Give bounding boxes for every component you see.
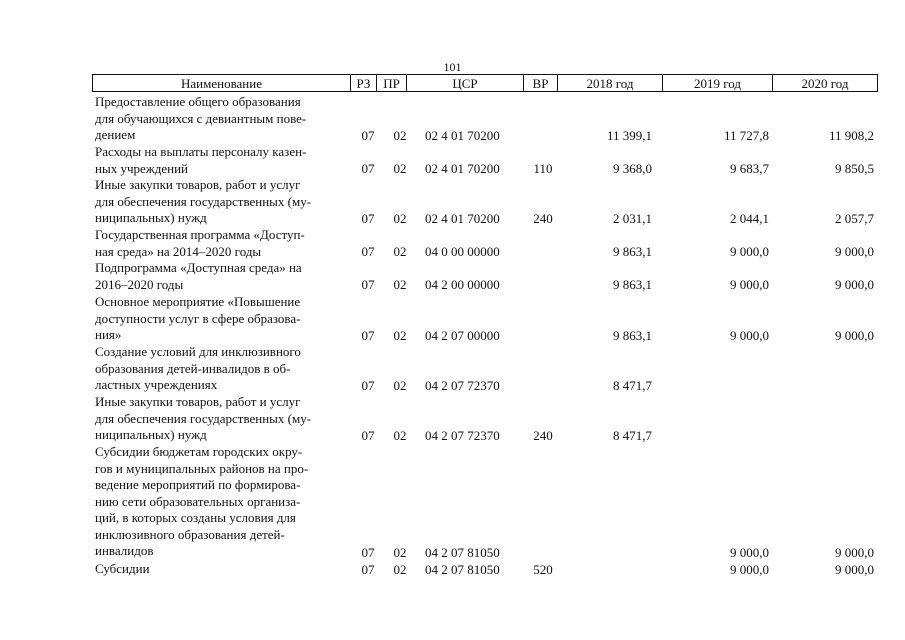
row-csr: 02 4 01 70200 (425, 128, 500, 143)
row-2018: 9 368,0 (613, 161, 652, 176)
row-csr: 04 2 07 81050 (425, 545, 500, 560)
row-2019: 2 044,1 (730, 211, 769, 226)
row-csr: 04 2 07 72370 (425, 428, 500, 443)
row-2019: 9 000,0 (730, 562, 769, 577)
header-2019: 2019 год (663, 75, 773, 91)
row-2020: 9 850,5 (835, 161, 874, 176)
row-2020: 2 057,7 (835, 211, 874, 226)
row-2019: 11 727,8 (723, 128, 769, 143)
row-pr: 02 (393, 428, 407, 443)
row-csr: 02 4 01 70200 (425, 161, 500, 176)
row-pr: 02 (393, 328, 407, 343)
row-name: Подпрограмма «Доступная среда» на 2016–2020 годы (95, 260, 302, 292)
row-2018: 8 471,7 (613, 378, 652, 393)
row-2019: 9 000,0 (730, 545, 769, 560)
row-vr: 240 (533, 211, 553, 226)
header-2018: 2018 год (558, 75, 663, 91)
header-csr: ЦСР (407, 75, 524, 91)
row-2020: 9 000,0 (835, 545, 874, 560)
table-row (0, 344, 905, 394)
row-2019: 9 683,7 (730, 161, 769, 176)
row-rz: 07 (361, 328, 375, 343)
row-csr: 04 2 07 72370 (425, 378, 500, 393)
row-2020: 9 000,0 (835, 328, 874, 343)
row-2020: 9 000,0 (835, 277, 874, 292)
header-rz: РЗ (351, 75, 377, 91)
row-name: Иные закупки товаров, работ и услуг для обеспечения государственных (му- ниципальных) нужд (95, 394, 312, 442)
table-row (0, 94, 905, 144)
row-name: Расходы на выплаты персоналу казен- ных учреждений (95, 144, 307, 176)
table-row (0, 260, 905, 293)
table-row (0, 294, 905, 344)
header-name: Наименование (93, 75, 351, 91)
header-pr: ПР (377, 75, 407, 91)
row-2018: 9 863,1 (613, 277, 652, 292)
row-name: Создание условий для инклюзивного образования детей-инвалидов в об- ластных учреждениях (95, 344, 301, 392)
row-2019: 9 000,0 (730, 277, 769, 292)
row-rz: 07 (361, 277, 375, 292)
row-rz: 07 (361, 428, 375, 443)
row-rz: 07 (361, 378, 375, 393)
row-2018: 9 863,1 (613, 328, 652, 343)
row-2018: 9 863,1 (613, 244, 652, 259)
row-rz: 07 (361, 545, 375, 560)
row-name: Субсидии бюджетам городских окру- гов и муниципальных районов на про- ведение мероприятий по формирова- нию сети образовательных организа- ций, в которых созданы условия для инклюзивного образования детей- инвалидов (95, 444, 309, 558)
header-2020: 2020 год (801, 76, 849, 91)
row-2019: 9 000,0 (730, 244, 769, 259)
table-row (0, 561, 905, 578)
row-pr: 02 (393, 128, 407, 143)
row-pr: 02 (393, 277, 407, 292)
table-row (0, 177, 905, 227)
row-pr: 02 (393, 378, 407, 393)
row-csr: 04 2 07 00000 (425, 328, 500, 343)
row-csr: 04 2 07 81050 (425, 562, 500, 577)
row-vr: 520 (533, 562, 553, 577)
row-2019: 9 000,0 (730, 328, 769, 343)
row-vr: 240 (533, 428, 553, 443)
row-csr: 04 0 00 00000 (425, 244, 500, 259)
table-row (0, 394, 905, 444)
row-rz: 07 (361, 562, 375, 577)
row-2020: 9 000,0 (835, 244, 874, 259)
row-pr: 02 (393, 161, 407, 176)
row-pr: 02 (393, 244, 407, 259)
row-2020: 9 000,0 (835, 562, 874, 577)
row-name: Государственная программа «Доступ- ная среда» на 2014–2020 годы (95, 227, 305, 259)
row-rz: 07 (361, 211, 375, 226)
row-2020: 11 908,2 (828, 128, 874, 143)
row-name: Основное мероприятие «Повышение доступности услуг в сфере образова- ния» (95, 294, 301, 342)
row-name: Иные закупки товаров, работ и услуг для обеспечения государственных (му- ниципальных) нужд (95, 177, 312, 225)
row-2018: 2 031,1 (613, 211, 652, 226)
table-row (0, 227, 905, 260)
row-pr: 02 (393, 562, 407, 577)
row-name: Предоставление общего образования для обучающихся с девиантным пове- дением (95, 94, 307, 142)
table-row (0, 444, 905, 561)
row-vr: 110 (533, 161, 553, 176)
row-csr: 04 2 00 00000 (425, 277, 500, 292)
page-number: 101 (443, 60, 462, 74)
row-2018: 8 471,7 (613, 428, 652, 443)
row-name: Субсидии (95, 561, 150, 576)
row-rz: 07 (361, 244, 375, 259)
row-pr: 02 (393, 545, 407, 560)
header-vr: ВР (524, 75, 558, 91)
row-csr: 02 4 01 70200 (425, 211, 500, 226)
table-row (0, 144, 905, 177)
row-2018: 11 399,1 (606, 128, 652, 143)
row-pr: 02 (393, 211, 407, 226)
row-rz: 07 (361, 128, 375, 143)
row-rz: 07 (361, 161, 375, 176)
